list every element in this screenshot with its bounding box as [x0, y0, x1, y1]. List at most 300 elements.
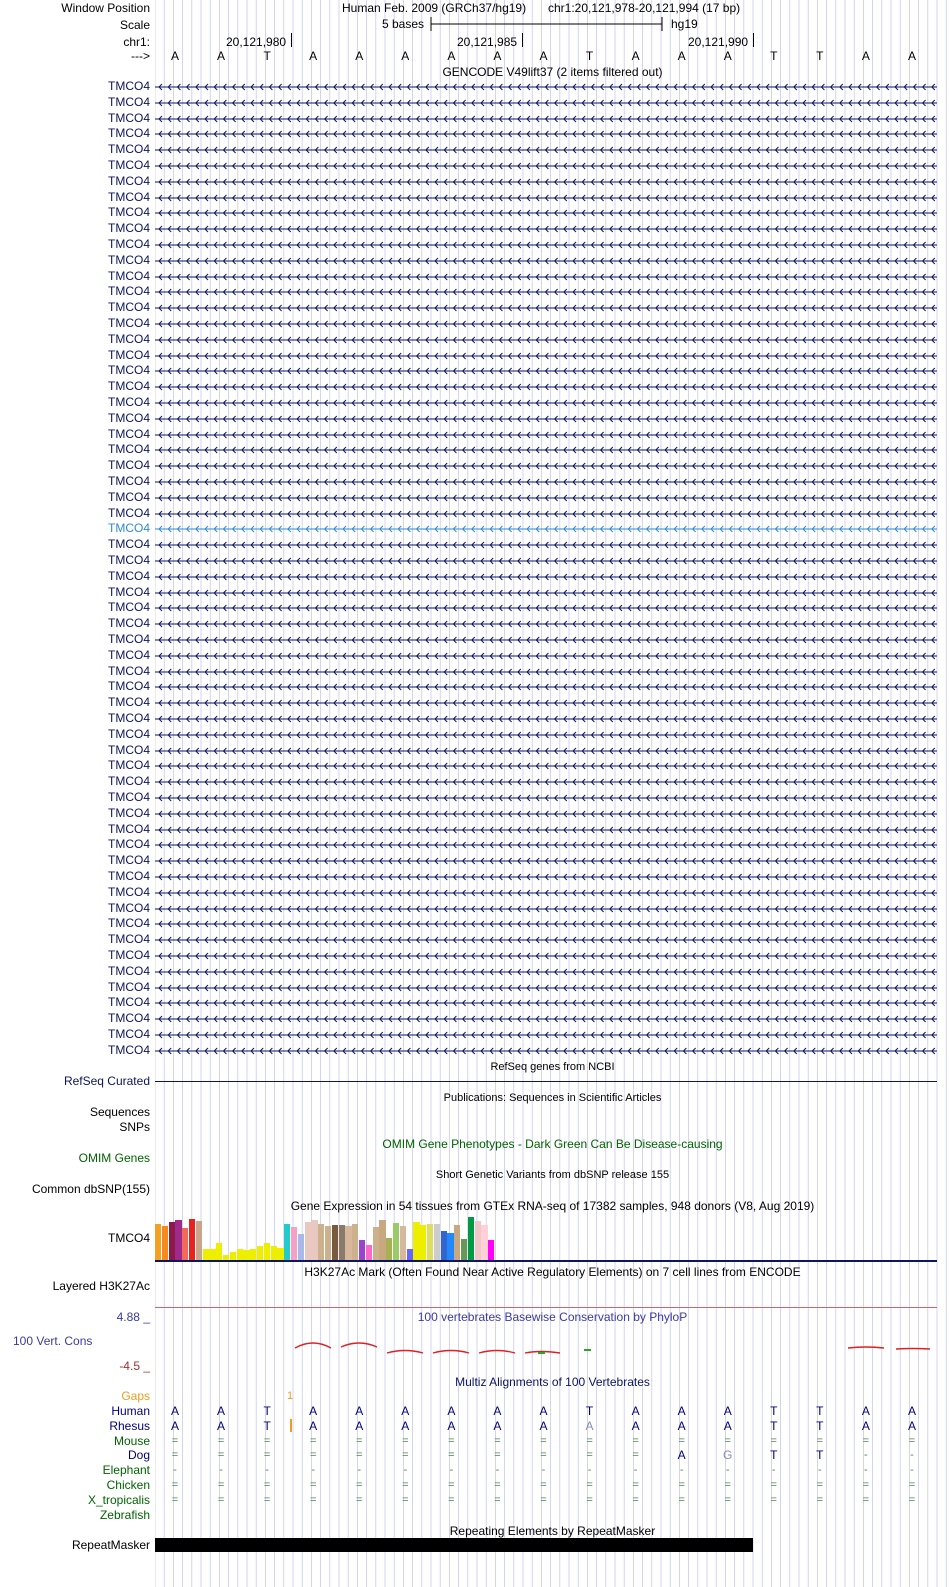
gtex-tissue-bar[interactable]	[209, 1249, 215, 1260]
multiz-aligned-base: =	[402, 1449, 409, 1462]
gencode-transcript-line[interactable]	[155, 442, 950, 458]
gencode-transcript-line[interactable]	[155, 553, 950, 569]
gtex-tissue-bar[interactable]	[352, 1224, 358, 1260]
gencode-transcript-line[interactable]	[155, 853, 950, 869]
multiz-aligned-base: =	[171, 1493, 179, 1506]
multiz-aligned-base: A	[539, 1404, 548, 1418]
multiz-gap-marker	[290, 1419, 292, 1432]
gencode-transcript-line[interactable]	[155, 711, 950, 727]
gencode-transcript-line[interactable]	[155, 490, 950, 506]
gencode-transcript-line[interactable]	[155, 379, 950, 395]
multiz-aligned-base: A	[309, 1404, 318, 1418]
pubs-snps-label[interactable]: SNPs	[119, 1120, 150, 1134]
gencode-transcript-line[interactable]	[155, 458, 950, 474]
gtex-tissue-bar[interactable]	[277, 1248, 283, 1260]
gencode-transcript-line[interactable]	[155, 205, 950, 221]
position-text[interactable]: chr1:20,121,978-20,121,994 (17 bp)	[548, 1, 741, 15]
multiz-aligned-base: =	[402, 1479, 409, 1491]
gtex-tissue-bar[interactable]	[400, 1226, 406, 1260]
coord-tick-2	[522, 33, 523, 47]
dbsnp-label[interactable]: Common dbSNP(155)	[31, 1182, 150, 1196]
multiz-aligned-base: =	[724, 1434, 731, 1447]
gencode-transcript-label[interactable]: TMCO4	[108, 300, 150, 315]
multiz-aligned-base: =	[770, 1493, 777, 1506]
gencode-transcript-line[interactable]	[155, 284, 950, 300]
gencode-transcript-line[interactable]	[155, 616, 950, 632]
gencode-transcript-label[interactable]: TMCO4	[108, 379, 150, 394]
gtex-tissue-bar[interactable]	[373, 1227, 379, 1260]
gtex-tissue-bar[interactable]	[318, 1224, 324, 1260]
gencode-transcript-label[interactable]: TMCO4	[108, 695, 150, 710]
multiz-aligned-base: -	[725, 1464, 730, 1477]
gencode-transcript-label[interactable]: TMCO4	[108, 1042, 150, 1057]
multiz-aligned-base: =	[448, 1449, 455, 1462]
gencode-transcript-label[interactable]: TMCO4	[108, 995, 150, 1010]
multiz-aligned-base: -	[403, 1464, 408, 1477]
gencode-transcript-line[interactable]	[155, 585, 950, 601]
gencode-transcript-line[interactable]	[155, 363, 950, 379]
gencode-transcript-label[interactable]: TMCO4	[108, 726, 150, 741]
multiz-aligned-base: A	[677, 1404, 686, 1418]
multiz-aligned-base: A	[401, 1418, 410, 1433]
gtex-tissue-bar[interactable]	[332, 1225, 338, 1260]
multiz-aligned-base: A	[493, 1404, 502, 1418]
multiz-aligned-base: =	[448, 1434, 455, 1447]
gencode-transcript-line[interactable]	[155, 743, 950, 759]
gencode-transcript-line[interactable]	[155, 837, 950, 853]
gencode-transcript-label[interactable]: TMCO4	[108, 553, 150, 567]
gtex-track-title[interactable]: Gene Expression in 54 tissues from GTEx RNA-seq of 17382 samples, 948 donors (V8, Aug 2019)	[290, 1199, 815, 1213]
repeatmasker-label[interactable]: RepeatMasker	[71, 1538, 150, 1552]
gencode-transcript-label[interactable]: TMCO4	[108, 616, 150, 631]
gencode-transcript-label[interactable]: TMCO4	[108, 426, 150, 441]
multiz-gaps-label[interactable]: Gaps	[121, 1389, 150, 1403]
gencode-transcript-line[interactable]	[155, 995, 950, 1011]
multiz-aligned-base: =	[494, 1449, 501, 1462]
gencode-transcript-line[interactable]	[155, 980, 950, 996]
gencode-transcript-label[interactable]: TMCO4	[108, 916, 150, 931]
multiz-aligned-base: G	[723, 1448, 733, 1463]
gencode-transcript-label[interactable]: TMCO4	[108, 410, 150, 425]
base-letter: A	[861, 49, 870, 63]
gencode-transcript-line[interactable]	[155, 174, 950, 190]
gtex-tissue-bar[interactable]	[447, 1233, 453, 1260]
gencode-transcript-label[interactable]: TMCO4	[108, 821, 150, 836]
gencode-transcript-label[interactable]: TMCO4	[108, 94, 150, 109]
gtex-tissue-bar[interactable]	[345, 1226, 351, 1260]
multiz-aligned-base: =	[448, 1479, 455, 1491]
gencode-transcript-line[interactable]	[155, 111, 950, 127]
window-position-label: Window Position	[61, 1, 150, 15]
gtex-tissue-bar[interactable]	[311, 1220, 317, 1260]
gencode-transcript-label[interactable]: TMCO4	[108, 537, 150, 552]
gtex-tissue-bar[interactable]	[454, 1225, 460, 1260]
multiz-aligned-base: =	[171, 1434, 179, 1447]
gtex-bar-chart[interactable]	[155, 1214, 555, 1260]
gtex-tissue-bar[interactable]	[386, 1238, 392, 1260]
gencode-transcript-line[interactable]	[155, 806, 950, 822]
gencode-transcript-line[interactable]	[155, 521, 950, 537]
gencode-transcript-label[interactable]: TMCO4	[108, 110, 150, 125]
multiz-aligned-base: =	[309, 1434, 317, 1447]
multiz-aligned-base: T	[816, 1448, 824, 1463]
gencode-transcript-label[interactable]: TMCO4	[108, 142, 150, 157]
gtex-tissue-bar[interactable]	[196, 1221, 202, 1260]
multiz-aligned-base: =	[217, 1434, 225, 1447]
gencode-transcript-line[interactable]	[155, 869, 950, 885]
gencode-transcript-label[interactable]: TMCO4	[108, 252, 150, 267]
gtex-gene-line	[155, 1260, 937, 1262]
multiz-species-label[interactable]: Human	[111, 1404, 150, 1418]
gencode-transcript-line[interactable]	[155, 126, 950, 142]
multiz-aligned-base: =	[217, 1493, 225, 1506]
multiz-aligned-base: A	[631, 1418, 640, 1433]
multiz-aligned-base: =	[770, 1479, 777, 1491]
gencode-transcript-line[interactable]	[155, 695, 950, 711]
multiz-aligned-base: =	[171, 1479, 179, 1491]
gtex-tissue-bar[interactable]	[182, 1228, 188, 1260]
gtex-tissue-bar[interactable]	[359, 1240, 365, 1260]
gencode-transcript-label[interactable]: TMCO4	[108, 173, 150, 188]
gencode-transcript-line[interactable]	[155, 237, 950, 253]
gtex-tissue-bar[interactable]	[413, 1222, 419, 1260]
multiz-aligned-base: =	[816, 1493, 824, 1506]
base-letter: A	[309, 49, 318, 63]
multiz-aligned-base: A	[539, 1418, 548, 1433]
multiz-aligned-base: A	[447, 1404, 456, 1418]
assembly-text: Human Feb. 2009 (GRCh37/hg19)	[342, 1, 527, 15]
gencode-transcript-line[interactable]	[155, 95, 950, 111]
base-letter: A	[170, 49, 179, 63]
multiz-aligned-base: A	[861, 1418, 870, 1433]
gencode-transcript-label[interactable]: TMCO4	[108, 126, 150, 141]
gencode-transcript-line[interactable]	[155, 774, 950, 790]
multiz-track-title[interactable]: Multiz Alignments of 100 Vertebrates	[455, 1375, 650, 1389]
multiz-aligned-base: A	[861, 1404, 870, 1418]
multiz-species-label[interactable]: Zebrafish	[99, 1507, 150, 1522]
repeatmasker-track-title[interactable]: Repeating Elements by RepeatMasker	[449, 1524, 656, 1538]
gtex-tissue-bar[interactable]	[291, 1227, 297, 1260]
gtex-tissue-bar[interactable]	[481, 1225, 487, 1260]
multiz-aligned-base: =	[678, 1493, 685, 1506]
multiz-aligned-base: =	[402, 1493, 409, 1506]
refseq-gene-line[interactable]	[155, 1081, 937, 1082]
gencode-transcript-line[interactable]	[155, 758, 950, 774]
gencode-transcript-label[interactable]: TMCO4	[108, 237, 150, 251]
gtex-tissue-bar[interactable]	[243, 1250, 249, 1260]
gencode-transcript-line[interactable]	[155, 569, 950, 585]
multiz-aligned-base: -	[679, 1464, 684, 1477]
gencode-transcript-label[interactable]: TMCO4	[108, 679, 150, 694]
gencode-transcript-label[interactable]: TMCO4	[108, 1027, 150, 1041]
gtex-label[interactable]: TMCO4	[108, 1231, 150, 1245]
multiz-aligned-base: =	[908, 1434, 916, 1447]
gencode-transcript-line[interactable]	[155, 790, 950, 806]
gencode-transcript-label[interactable]: TMCO4	[108, 584, 150, 599]
gtex-tissue-bar[interactable]	[468, 1217, 474, 1260]
multiz-aligned-base: =	[908, 1493, 916, 1506]
gencode-transcript-line[interactable]	[155, 664, 950, 680]
gtex-tissue-bar[interactable]	[271, 1246, 277, 1260]
gencode-transcript-line[interactable]	[155, 474, 950, 490]
repeatmasker-element[interactable]	[155, 1538, 753, 1552]
multiz-aligned-base: A	[677, 1448, 686, 1463]
gencode-transcript-label[interactable]: TMCO4	[108, 663, 150, 678]
gtex-tissue-bar[interactable]	[434, 1224, 440, 1260]
gencode-transcript-label[interactable]: TMCO4	[108, 221, 150, 236]
multiz-aligned-base: =	[678, 1479, 685, 1491]
multiz-aligned-base: =	[309, 1479, 317, 1491]
multiz-aligned-base: A	[907, 1404, 916, 1418]
gencode-track-title[interactable]: GENCODE V49lift37 (2 items filtered out)	[442, 65, 663, 79]
multiz-aligned-base: =	[540, 1449, 547, 1462]
multiz-aligned-base: T	[816, 1404, 824, 1418]
gtex-tissue-bar[interactable]	[284, 1224, 290, 1260]
multiz-aligned-base: -	[817, 1464, 822, 1477]
multiz-aligned-base: A	[401, 1404, 410, 1418]
multiz-aligned-base: A	[447, 1418, 456, 1433]
db-text: hg19	[671, 17, 698, 31]
gtex-tissue-bar[interactable]	[237, 1249, 243, 1260]
coord-3: 20,121,990	[688, 35, 749, 49]
gencode-transcript-label[interactable]: TMCO4	[108, 268, 150, 283]
multiz-aligned-base: =	[171, 1449, 179, 1462]
gencode-transcript-line[interactable]	[155, 964, 950, 980]
gencode-transcript-line[interactable]	[155, 948, 950, 964]
gtex-tissue-bar[interactable]	[461, 1239, 467, 1260]
gencode-transcript-label[interactable]: TMCO4	[108, 568, 150, 583]
multiz-species-label[interactable]: Elephant	[102, 1463, 150, 1478]
gtex-tissue-bar[interactable]	[175, 1220, 181, 1260]
gtex-tissue-bar[interactable]	[257, 1246, 263, 1260]
multiz-aligned-base: A	[217, 1418, 226, 1433]
omim-track-title[interactable]: OMIM Gene Phenotypes - Dark Green Can Be Disease-causing	[382, 1137, 723, 1151]
multiz-aligned-base: =	[632, 1493, 639, 1506]
multiz-aligned-base: =	[862, 1493, 870, 1506]
multiz-aligned-base: -	[311, 1464, 315, 1477]
multiz-aligned-base: =	[816, 1479, 824, 1491]
refseq-label[interactable]: RefSeq Curated	[63, 1074, 150, 1088]
gtex-tissue-bar[interactable]	[162, 1226, 168, 1260]
gencode-transcript-line[interactable]	[155, 158, 950, 174]
gencode-transcript-label[interactable]: TMCO4	[108, 1011, 150, 1026]
multiz-aligned-base: =	[356, 1434, 363, 1447]
base-letter: A	[447, 49, 456, 63]
multiz-aligned-base: T	[263, 1418, 271, 1433]
gencode-transcript-line[interactable]	[155, 1043, 950, 1059]
gtex-tissue-bar[interactable]	[298, 1234, 304, 1260]
gencode-transcript-label[interactable]: TMCO4	[108, 474, 150, 488]
gencode-transcript-label[interactable]: TMCO4	[108, 505, 150, 520]
gencode-transcript-line[interactable]	[155, 916, 950, 932]
gencode-transcript-label[interactable]: TMCO4	[108, 489, 150, 504]
multiz-aligned-base: -	[357, 1464, 362, 1477]
gencode-transcript-line[interactable]	[155, 348, 950, 364]
gtex-tissue-bar[interactable]	[339, 1225, 345, 1260]
coord-2: 20,121,985	[457, 35, 518, 49]
phylop-track-title[interactable]: 100 vertebrates Basewise Conservation by PhyloP	[417, 1310, 688, 1324]
gencode-transcript-label[interactable]: TMCO4	[108, 316, 150, 330]
refseq-track-title[interactable]: RefSeq genes from NCBI	[490, 1061, 615, 1073]
gtex-tissue-bar[interactable]	[488, 1240, 494, 1260]
gencode-transcript-line[interactable]	[155, 600, 950, 616]
gencode-transcript-label[interactable]: TMCO4	[108, 963, 150, 978]
multiz-aligned-base: =	[356, 1493, 363, 1506]
multiz-species-label[interactable]: Mouse	[113, 1433, 150, 1448]
gencode-transcript-line[interactable]	[155, 190, 950, 206]
gencode-transcript-line[interactable]	[155, 885, 950, 901]
multiz-aligned-base: =	[586, 1493, 593, 1506]
gtex-tissue-bar[interactable]	[216, 1243, 222, 1260]
multiz-aligned-base: =	[263, 1434, 271, 1447]
gencode-transcript-label[interactable]: TMCO4	[108, 458, 150, 473]
gencode-transcript-label[interactable]: TMCO4	[108, 363, 150, 378]
base-letter: A	[355, 49, 364, 63]
multiz-aligned-base: =	[678, 1434, 685, 1447]
multiz-aligned-base: =	[770, 1434, 777, 1447]
base-letter: A	[907, 49, 916, 63]
multiz-aligned-base: A	[355, 1418, 364, 1433]
base-letter: A	[493, 49, 502, 63]
gtex-tissue-bar[interactable]	[203, 1249, 209, 1260]
gencode-transcript-line[interactable]	[155, 221, 950, 237]
gencode-transcript-label[interactable]: TMCO4	[108, 790, 150, 804]
gtex-tissue-bar[interactable]	[407, 1249, 413, 1260]
base-letter: A	[723, 49, 732, 63]
base-letter: T	[585, 49, 594, 63]
gencode-transcript-label[interactable]: TMCO4	[108, 395, 150, 409]
gencode-transcript-line[interactable]	[155, 822, 950, 838]
gencode-transcript-line[interactable]	[155, 395, 950, 411]
gencode-transcript-label[interactable]: TMCO4	[108, 900, 150, 915]
gencode-transcript-label[interactable]: TMCO4	[108, 158, 150, 172]
gencode-transcript-label[interactable]: TMCO4	[108, 521, 150, 536]
gtex-tissue-bar[interactable]	[420, 1225, 426, 1260]
gencode-transcript-line[interactable]	[155, 253, 950, 269]
h3k27ac-label[interactable]: Layered H3K27Ac	[52, 1279, 150, 1293]
multiz-aligned-base: =	[494, 1493, 501, 1506]
gencode-transcript-label[interactable]: TMCO4	[108, 647, 150, 662]
gtex-tissue-bar[interactable]	[305, 1222, 311, 1260]
gencode-transcript-line[interactable]	[155, 332, 950, 348]
multiz-aligned-base: =	[586, 1434, 593, 1447]
multiz-aligned-base: =	[862, 1434, 870, 1447]
gencode-transcript-label[interactable]: TMCO4	[108, 205, 150, 220]
gencode-transcript-label[interactable]: TMCO4	[108, 79, 150, 93]
gtex-tissue-bar[interactable]	[169, 1222, 175, 1260]
multiz-species-label[interactable]: Rhesus	[109, 1418, 150, 1433]
gencode-transcript-label[interactable]: TMCO4	[108, 948, 150, 962]
gencode-transcript-label[interactable]: TMCO4	[108, 805, 150, 820]
gencode-transcript-line[interactable]	[155, 142, 950, 158]
multiz-aligned-base: -	[541, 1464, 546, 1477]
multiz-aligned-base: -	[633, 1464, 638, 1477]
pubs-sequences-label[interactable]: Sequences	[89, 1105, 150, 1119]
gtex-tissue-bar[interactable]	[427, 1224, 433, 1260]
pubs-track-title[interactable]: Publications: Sequences in Scientific Articles	[443, 1092, 662, 1104]
gencode-transcript-line[interactable]	[155, 427, 950, 443]
multiz-aligned-base: A	[723, 1418, 732, 1433]
gencode-transcript-label[interactable]: TMCO4	[108, 837, 150, 852]
gtex-tissue-bar[interactable]	[393, 1223, 399, 1260]
multiz-aligned-base: A	[907, 1418, 916, 1433]
gencode-transcript-label[interactable]: TMCO4	[108, 711, 150, 725]
multiz-aligned-base: A	[170, 1418, 179, 1433]
scale-label: Scale	[119, 18, 150, 32]
multiz-aligned-base: =	[217, 1449, 225, 1462]
gencode-transcript-line[interactable]	[155, 648, 950, 664]
gencode-transcript-line[interactable]	[155, 269, 950, 285]
gencode-transcript-label[interactable]: TMCO4	[108, 979, 150, 994]
gencode-transcript-line[interactable]	[155, 632, 950, 648]
gencode-transcript-label[interactable]: TMCO4	[108, 442, 150, 457]
gtex-tissue-bar[interactable]	[379, 1220, 385, 1260]
gtex-tissue-bar[interactable]	[155, 1224, 161, 1260]
multiz-aligned-base: =	[494, 1479, 501, 1491]
gencode-transcript-line[interactable]	[155, 316, 950, 332]
gencode-transcript-label[interactable]: TMCO4	[108, 758, 150, 773]
gencode-transcript-label[interactable]: TMCO4	[108, 284, 150, 299]
gencode-transcript-label[interactable]: TMCO4	[108, 869, 150, 883]
gencode-transcript-line[interactable]	[155, 411, 950, 427]
gencode-transcript-line[interactable]	[155, 300, 950, 316]
gtex-tissue-bar[interactable]	[230, 1252, 236, 1260]
gencode-transcript-label[interactable]: TMCO4	[108, 774, 150, 789]
gencode-transcript-label[interactable]: TMCO4	[108, 331, 150, 346]
gtex-tissue-bar[interactable]	[264, 1243, 270, 1260]
multiz-aligned-base: =	[540, 1479, 547, 1491]
gencode-transcript-line[interactable]	[155, 932, 950, 948]
multiz-aligned-base: =	[217, 1479, 225, 1491]
phylop-label[interactable]: 100 Vert. Cons	[13, 1334, 93, 1348]
multiz-species-label[interactable]: Chicken	[106, 1478, 150, 1492]
multiz-aligned-base: -	[265, 1464, 269, 1477]
gtex-tissue-bar[interactable]	[441, 1231, 447, 1260]
gencode-transcript-line[interactable]	[155, 506, 950, 522]
omim-label[interactable]: OMIM Genes	[78, 1151, 150, 1165]
gencode-transcript-line[interactable]	[155, 727, 950, 743]
multiz-aligned-base: =	[632, 1449, 639, 1462]
base-letter: A	[631, 49, 640, 63]
gencode-transcript-label[interactable]: TMCO4	[108, 884, 150, 899]
gencode-transcript-line[interactable]	[155, 1027, 950, 1043]
gencode-transcript-label[interactable]: TMCO4	[108, 632, 150, 646]
gtex-tissue-bar[interactable]	[250, 1249, 256, 1260]
gencode-transcript-line[interactable]	[155, 79, 950, 95]
gencode-transcript-line[interactable]	[155, 901, 950, 917]
gencode-transcript-line[interactable]	[155, 537, 950, 553]
gencode-transcript-label[interactable]: TMCO4	[108, 742, 150, 757]
phylop-wiggle[interactable]	[155, 1336, 950, 1366]
gtex-tissue-bar[interactable]	[189, 1219, 195, 1260]
chrom-label: chr1:	[123, 35, 150, 49]
multiz-species-label[interactable]: X_tropicalis	[87, 1492, 150, 1507]
gencode-transcript-line[interactable]	[155, 1011, 950, 1027]
gencode-transcript-label[interactable]: TMCO4	[108, 932, 150, 947]
gtex-tissue-bar[interactable]	[366, 1245, 372, 1260]
gencode-transcript-label[interactable]: TMCO4	[108, 347, 150, 362]
dbsnp-track-title[interactable]: Short Genetic Variants from dbSNP release 155	[435, 1169, 670, 1181]
gencode-transcript-line[interactable]	[155, 679, 950, 695]
gtex-tissue-bar[interactable]	[475, 1221, 481, 1260]
gtex-tissue-bar[interactable]	[325, 1226, 331, 1260]
multiz-species-label[interactable]: Dog	[127, 1448, 150, 1463]
gencode-transcript-label[interactable]: TMCO4	[108, 189, 150, 204]
gencode-transcript-label[interactable]: TMCO4	[108, 600, 150, 615]
gencode-transcript-label[interactable]: TMCO4	[108, 853, 150, 868]
multiz-aligned-base: T	[263, 1404, 271, 1418]
h3k27ac-track-title[interactable]: H3K27Ac Mark (Often Found Near Active Regulatory Elements) on 7 cell lines from ENCODE	[304, 1265, 801, 1279]
